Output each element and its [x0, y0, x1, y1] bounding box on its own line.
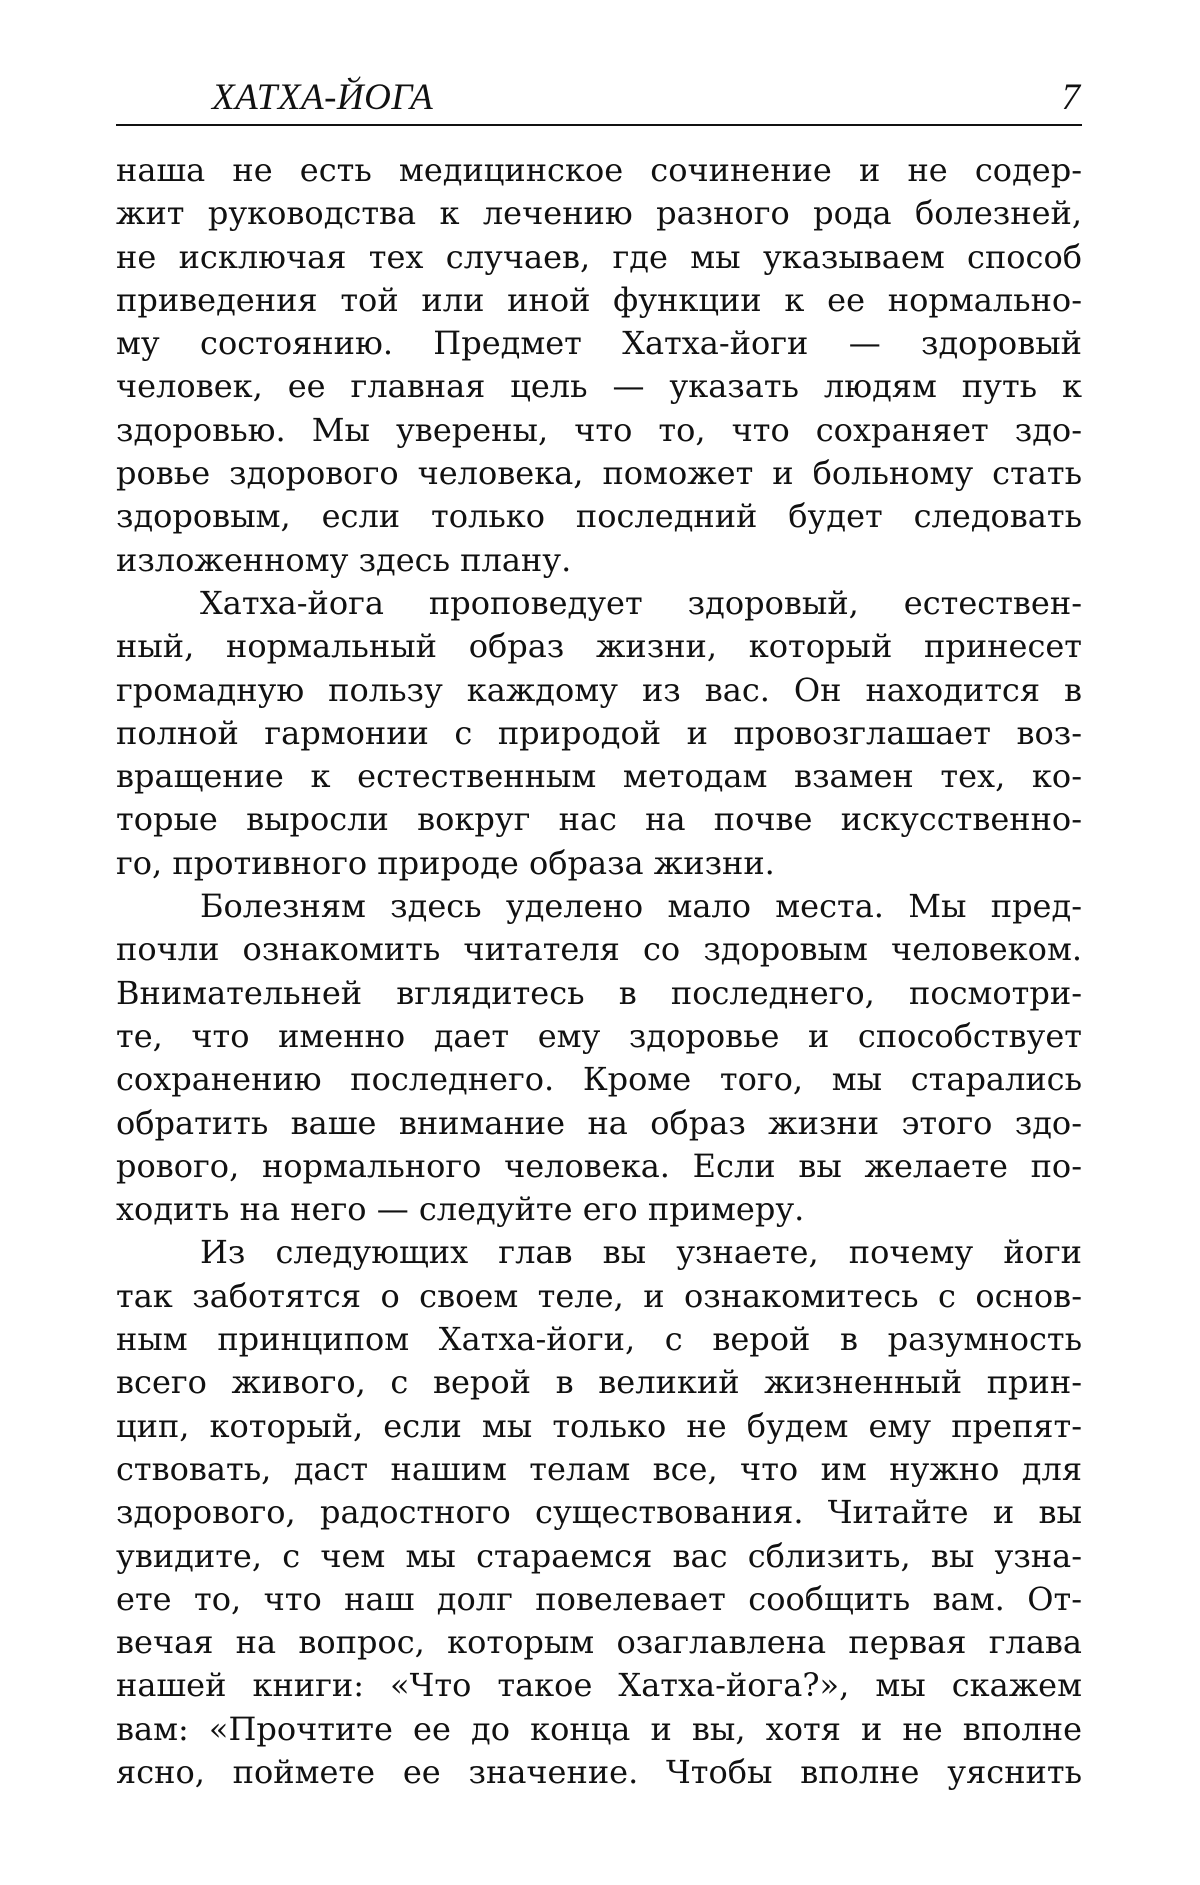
- text-line: те, что именно дает ему здоровье и способствует: [116, 1016, 1082, 1055]
- text-line: ный, нормальный образ жизни, который принесет: [116, 627, 1082, 666]
- text-line: ствовать, даст нашим телам все, что им нужно для: [116, 1449, 1082, 1488]
- text-line: всего живого, с верой в великий жизненный прин-: [116, 1363, 1082, 1402]
- text-line: Внимательней вглядитесь в последнего, посмотри-: [116, 973, 1082, 1012]
- running-title: ХАТХА-ЙОГА: [212, 77, 434, 118]
- text-line: изложенному здесь плану.: [116, 540, 572, 579]
- text-line: ным принципом Хатха-йоги, с верой в разумность: [116, 1320, 1082, 1359]
- text-line: так заботятся о своем теле, и ознакомитесь с основ-: [116, 1276, 1082, 1315]
- text-line: Из следующих глав вы узнаете, почему йоги: [200, 1233, 1082, 1272]
- text-line: сохранению последнего. Кроме того, мы старались: [116, 1060, 1082, 1099]
- text-line: приведения той или иной функции к ее нормально-: [116, 280, 1082, 319]
- text-line: человек, ее главная цель — указать людям путь к: [116, 367, 1082, 406]
- text-line: го, противного природе образа жизни.: [116, 843, 775, 882]
- text-line: рового, нормального человека. Если вы желаете по-: [116, 1146, 1082, 1185]
- text-line: ясно, поймете ее значение. Чтобы вполне уяснить: [116, 1752, 1082, 1791]
- text-line: не исключая тех случаев, где мы указываем способ: [116, 237, 1082, 276]
- text-line: здоровым, если только последний будет следовать: [116, 497, 1082, 536]
- text-line: торые выросли вокруг нас на почве искусственно-: [116, 800, 1082, 839]
- text-line: Хатха-йога проповедует здоровый, естествен-: [200, 583, 1082, 622]
- text-line: здоровью. Мы уверены, что то, что сохраняет здо-: [116, 410, 1082, 449]
- text-line: ете то, что наш долг повелевает сообщить вам. От-: [116, 1579, 1082, 1618]
- text-line: жит руководства к лечению разного рода болезней,: [116, 194, 1082, 233]
- text-line: цип, который, если мы только не будем ему препят-: [116, 1406, 1082, 1445]
- text-line: почли ознакомить читателя со здоровым человеком.: [116, 930, 1082, 969]
- text-line: нашей книги: «Что такое Хатха-йога?», мы скажем: [116, 1666, 1082, 1705]
- running-header: [116, 72, 1082, 126]
- text-line: здорового, радостного существования. Читайте и вы: [116, 1493, 1082, 1532]
- text-line: вращение к естественным методам взамен тех, ко-: [116, 757, 1082, 796]
- text-line: громадную пользу каждому из вас. Он находится в: [116, 670, 1082, 709]
- text-line: ровье здорового человека, поможет и больному стать: [116, 454, 1082, 493]
- text-line: му состоянию. Предмет Хатха-йоги — здоровый: [116, 324, 1082, 363]
- text-line: Болезням здесь уделено мало места. Мы пред-: [200, 887, 1082, 926]
- page-number: 7: [1061, 77, 1080, 118]
- text-line: обратить ваше внимание на образ жизни этого здо-: [116, 1103, 1082, 1142]
- text-line: полной гармонии с природой и провозглашает воз-: [116, 713, 1082, 752]
- text-line: вечая на вопрос, которым озаглавлена первая глава: [116, 1623, 1082, 1662]
- text-line: наша не есть медицинское сочинение и не содер-: [116, 151, 1082, 189]
- text-line: увидите, с чем мы стараемся вас сблизить, вы узна-: [116, 1536, 1082, 1575]
- text-line: ходить на него — следуйте его примеру.: [116, 1190, 805, 1229]
- text-line: вам: «Прочтите ее до конца и вы, хотя и не вполне: [116, 1709, 1082, 1748]
- body-text: [116, 149, 1082, 1794]
